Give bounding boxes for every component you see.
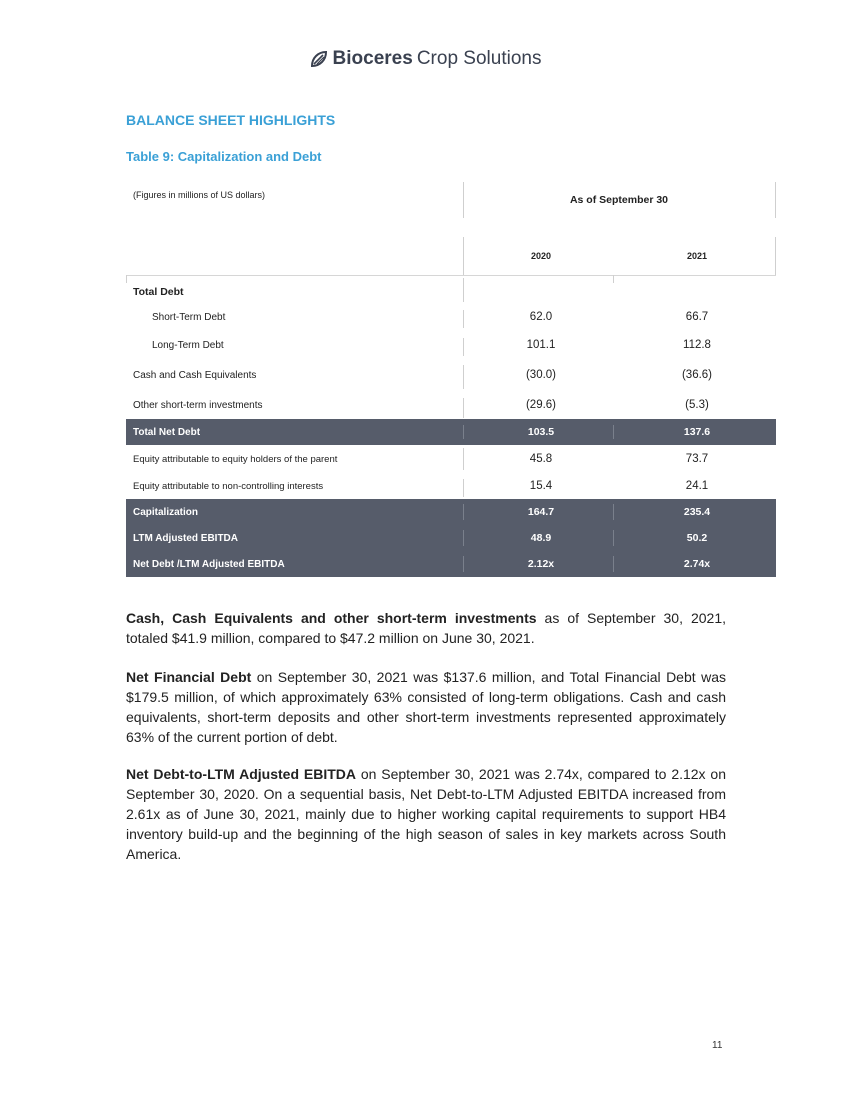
table-row-total-net-debt: Total Net Debt 103.5 137.6: [126, 419, 776, 445]
section-heading: BALANCE SHEET HIGHLIGHTS: [126, 112, 336, 128]
table-header-row: [126, 182, 776, 218]
year-2021-header: 2021: [686, 251, 708, 261]
paragraph-net-debt-ebitda: Net Debt-to-LTM Adjusted EBITDA on September 30, 2021 was 2.74x, compared to 2.12x on September 30, 2020. On a sequential basis, Net Debt-to-LTM Adjusted EBITDA increased from 2.61x as of June 30, 2021, mainly due to higher working capital requirements to support HB4 inventory build-up and the beginning of the high season of sales in key markets across South America.: [126, 766, 726, 862]
table-row: Other short-term investments (29.6) (5.3): [133, 399, 709, 411]
table-row-capitalization: Capitalization 164.7 235.4: [126, 499, 776, 525]
paragraph-cash: Cash, Cash Equivalents and other short-term investments as of September 30, 2021, totaled $41.9 million, compared to $47.2 million on June 30, 2021.: [126, 610, 726, 646]
table-row: Cash and Cash Equivalents (30.0) (36.6): [133, 369, 713, 381]
group-header: As of September 30: [569, 194, 669, 206]
col-separator: [463, 237, 464, 275]
table-row: Equity attributable to equity holders of the parent 45.8 73.7: [133, 453, 709, 465]
logo-brand-bold: Bioceres: [332, 48, 413, 69]
total-debt-label: Total Debt: [133, 286, 184, 298]
logo-brand-rest: Crop Solutions: [416, 48, 542, 69]
units-note: (Figures in millions of US dollars): [133, 190, 266, 200]
table-row: Short-Term Debt 62.0 66.7: [152, 311, 709, 323]
table-row-net-debt-ratio: Net Debt /LTM Adjusted EBITDA 2.12x 2.74x: [126, 551, 776, 577]
table-row-ltm-ebitda: LTM Adjusted EBITDA 48.9 50.2: [126, 525, 776, 551]
year-2020-header: 2020: [530, 251, 552, 261]
company-logo: [0, 48, 850, 76]
page-number: 11: [712, 1040, 723, 1051]
header-rule: [126, 275, 776, 276]
col-separator: [775, 182, 776, 218]
col-separator: [463, 182, 464, 218]
table-title: Table 9: Capitalization and Debt: [126, 149, 322, 164]
leaf-logo-icon: [309, 49, 329, 69]
col-separator: [775, 237, 776, 275]
total-debt-label-row: [126, 281, 776, 303]
table-row: Equity attributable to non-controlling interests 15.4 24.1: [133, 480, 709, 492]
paragraph-net-financial-debt: Net Financial Debt on September 30, 2021 was $137.6 million, and Total Financial Debt was $179.5 million, of which approximately 63% consisted of long-term obligations. Cash and cash equivalents, short-term deposits and other short-term investments represented approximately 63% of the current portion of debt.: [126, 669, 727, 745]
table-row: Long-Term Debt 101.1 112.8: [152, 339, 711, 351]
year-header-row: [126, 237, 776, 275]
